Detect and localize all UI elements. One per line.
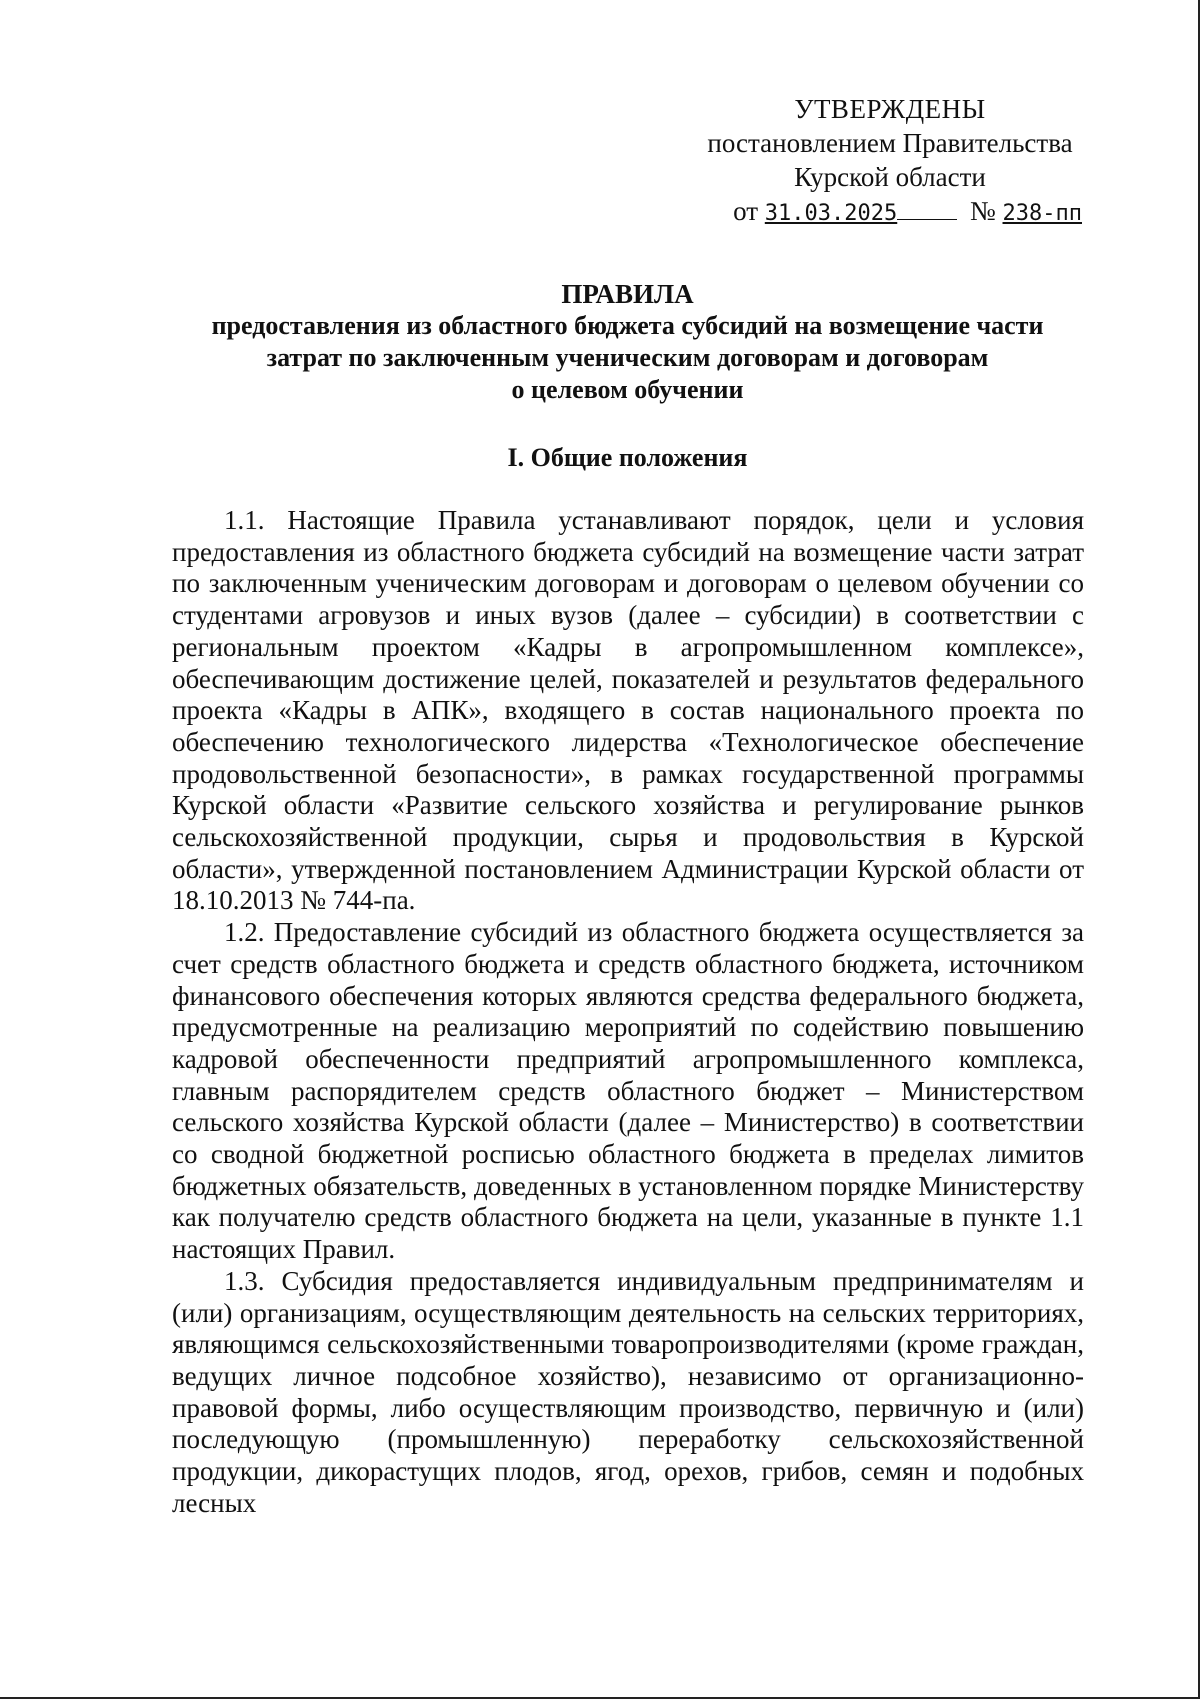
document-subtitle-line-2: затрат по заключенным ученическим договорам и договорам xyxy=(266,343,989,372)
approval-block xyxy=(690,92,1090,231)
number-prefix: № xyxy=(970,196,996,226)
date-prefix: от xyxy=(733,196,759,226)
approval-number: 238-пп xyxy=(1002,201,1082,226)
document-body xyxy=(172,505,1084,1520)
approval-date: 31.03.2025 xyxy=(764,201,898,226)
paragraph-1-1: 1.1. Настоящие Правила устанавливают порядок, цели и условия предоставления из областного бюджета субсидий на возмещение части затрат по заключенным ученическим договорам и договорам о целевом обучении со студентами агровузов и иных вузов (далее – субсидии) в соответствии с региональным проектом «Кадры в агропромышленном комплексе», обеспечивающим достижение целей, показателей и результатов федерального проекта «Кадры в АПК», входящего в состав национального проекта по обеспечению технологического лидерства «Технологическое обеспечение продовольственной безопасности», в рамках государственной программы Курской области «Развитие сельского хозяйства и регулирование рынков сельскохозяйственной продукции, сырья и продовольствия в Курской области», утвержденной постановлением Администрации Курской области от 18.10.2013 № 744-па. xyxy=(172,505,1084,916)
paragraph-1-3: 1.3. Субсидия предоставляется индивидуальным предпринимателям и (или) организациям, осуществляющим деятельность на сельских территориях, являющимся сельскохозяйственными товаропроизводителями (кроме граждан, ведущих личное подсобное хозяйство), независимо от организационно-правовой формы, либо осуществляющим производство, первичную и (или) последующую (промышленную) переработку сельскохозяйственной продукции, дикорастущих плодов, ягод, орехов, грибов, семян и подобных лесных xyxy=(172,1265,1084,1518)
approval-title: УТВЕРЖДЕНЫ xyxy=(794,94,986,124)
paragraph-1-2: 1.2. Предоставление субсидий из областного бюджета осуществляется за счет средств областного бюджета и средств областного бюджета, источником финансового обеспечения которых являются средства федерального бюджета, предусмотренные на реализацию мероприятий по содействию повышению кадровой обеспеченности предприятий агропромышленного комплекса, главным распорядителем средств областного бюджет – Министерством сельского хозяйства Курской области (далее – Министерство) в соответствии со сводной бюджетной росписью областного бюджета в пределах лимитов бюджетных обязательств, доведенных в установленном порядке Министерству как получателю средств областного бюджета на цели, указанные в пункте 1.1 настоящих Правил. xyxy=(172,917,1084,1265)
document-subtitle-line-3: о целевом обучении xyxy=(511,375,744,404)
document-subtitle-line-1: предоставления из областного бюджета субсидий на возмещение части xyxy=(211,311,1044,340)
approval-date-line xyxy=(690,194,1090,231)
document-title: ПРАВИЛА xyxy=(561,279,694,309)
approval-line-1: постановлением Правительства xyxy=(707,128,1073,158)
section-title: I. Общие положения xyxy=(507,443,748,472)
document-heading xyxy=(160,278,1095,406)
approval-line-2: Курской области xyxy=(794,162,986,192)
date-underline xyxy=(897,218,957,220)
